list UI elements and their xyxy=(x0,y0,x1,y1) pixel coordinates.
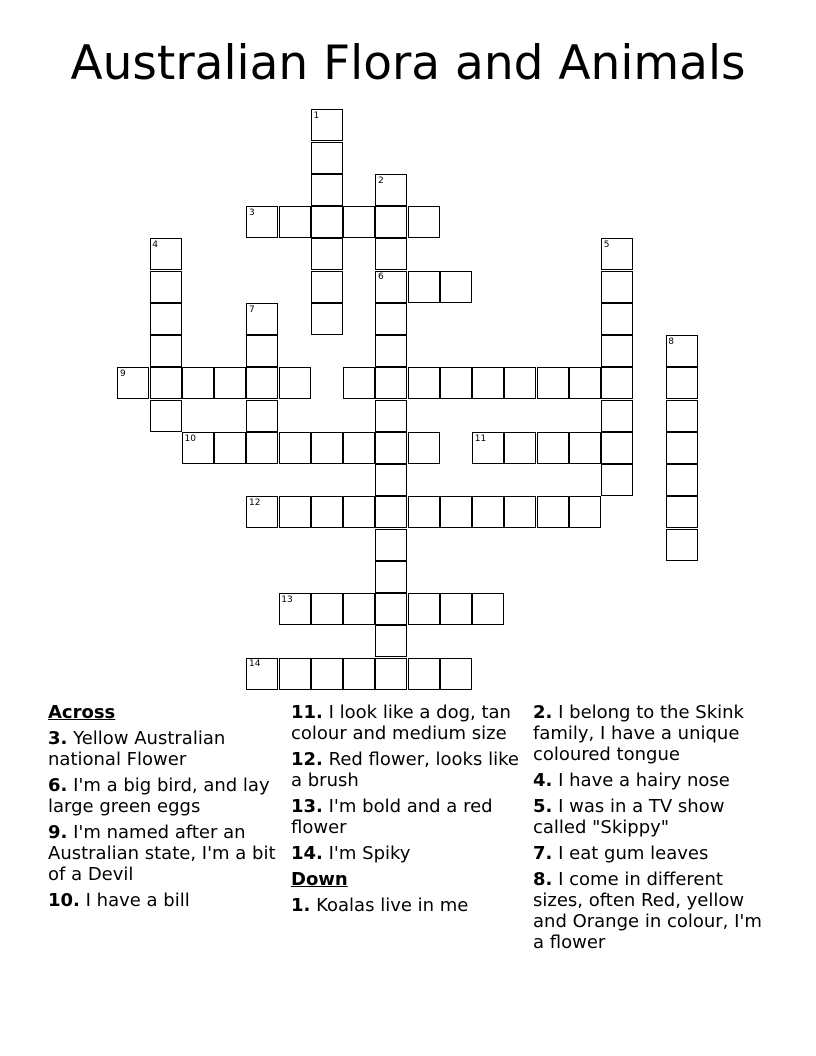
grid-cell[interactable] xyxy=(537,496,569,528)
grid-cell[interactable] xyxy=(472,496,504,528)
grid-cell[interactable] xyxy=(601,335,633,367)
grid-cell[interactable] xyxy=(246,432,278,464)
grid-cell[interactable] xyxy=(214,367,246,399)
clues-column-2 xyxy=(291,702,521,921)
grid-cell[interactable] xyxy=(440,271,472,303)
grid-cell[interactable] xyxy=(408,432,440,464)
clue-down-1 xyxy=(291,895,521,916)
grid-cell[interactable] xyxy=(311,593,343,625)
grid-cell[interactable] xyxy=(311,658,343,690)
grid-cell[interactable] xyxy=(504,432,536,464)
grid-cell[interactable] xyxy=(375,367,407,399)
clue-across-3 xyxy=(48,728,278,770)
clue-number: 7. xyxy=(533,843,553,864)
clue-number: 1. xyxy=(291,895,311,916)
grid-cell[interactable] xyxy=(408,367,440,399)
grid-cell[interactable] xyxy=(666,529,698,561)
clue-text: I'm bold and a red flower xyxy=(291,796,493,838)
grid-cell[interactable] xyxy=(279,496,311,528)
grid-cell[interactable] xyxy=(375,206,407,238)
grid-cell[interactable] xyxy=(408,271,440,303)
clue-text: I'm a big bird, and lay large green eggs xyxy=(48,775,270,817)
clue-number: 12. xyxy=(291,749,323,770)
grid-cell[interactable] xyxy=(279,367,311,399)
grid-cell[interactable] xyxy=(311,238,343,270)
clue-text: I look like a dog, tan colour and medium size xyxy=(291,702,511,744)
grid-cell[interactable] xyxy=(343,367,375,399)
cell-number-6: 6 xyxy=(378,272,384,283)
grid-cell[interactable] xyxy=(472,367,504,399)
grid-cell[interactable] xyxy=(408,496,440,528)
grid-cell[interactable] xyxy=(375,238,407,270)
grid-cell[interactable] xyxy=(375,496,407,528)
grid-cell[interactable] xyxy=(472,593,504,625)
clue-across-14 xyxy=(291,843,521,864)
grid-cell[interactable] xyxy=(666,496,698,528)
grid-cell[interactable] xyxy=(375,432,407,464)
clue-across-6 xyxy=(48,775,278,817)
grid-cell[interactable] xyxy=(440,496,472,528)
grid-cell[interactable] xyxy=(375,561,407,593)
clue-number: 4. xyxy=(533,770,553,791)
grid-cell[interactable] xyxy=(375,464,407,496)
clue-text: I was in a TV show called "Skippy" xyxy=(533,796,725,838)
grid-cell[interactable] xyxy=(311,303,343,335)
grid-cell[interactable] xyxy=(504,367,536,399)
clue-number: 13. xyxy=(291,796,323,817)
clue-across-11 xyxy=(291,702,521,744)
grid-cell[interactable] xyxy=(569,367,601,399)
clue-down-7 xyxy=(533,843,763,864)
cell-number-10: 10 xyxy=(184,433,196,444)
grid-cell[interactable] xyxy=(375,593,407,625)
grid-cell[interactable] xyxy=(311,496,343,528)
clue-text: Red flower, looks like a brush xyxy=(291,749,519,791)
grid-cell[interactable] xyxy=(311,142,343,174)
puzzle-title: Australian Flora and Animals xyxy=(70,36,746,91)
grid-cell[interactable] xyxy=(375,303,407,335)
grid-cell[interactable] xyxy=(311,271,343,303)
grid-cell[interactable] xyxy=(408,206,440,238)
grid-cell[interactable] xyxy=(375,400,407,432)
cell-number-3: 3 xyxy=(249,207,255,218)
grid-cell[interactable] xyxy=(601,271,633,303)
grid-cell[interactable] xyxy=(343,496,375,528)
grid-cell[interactable] xyxy=(375,529,407,561)
grid-cell[interactable] xyxy=(666,432,698,464)
grid-cell[interactable] xyxy=(182,367,214,399)
clues-column-1 xyxy=(48,702,278,916)
clue-across-10 xyxy=(48,890,278,911)
clue-down-4 xyxy=(533,770,763,791)
grid-cell[interactable] xyxy=(150,335,182,367)
grid-cell[interactable] xyxy=(569,496,601,528)
grid-cell[interactable] xyxy=(343,432,375,464)
grid-cell[interactable] xyxy=(311,174,343,206)
grid-cell[interactable] xyxy=(537,367,569,399)
cell-number-1: 1 xyxy=(313,111,320,121)
grid-cell[interactable] xyxy=(601,303,633,335)
clue-across-12 xyxy=(291,749,521,791)
cell-number-8: 8 xyxy=(668,336,674,347)
grid-cell[interactable] xyxy=(601,400,633,432)
clue-text: I belong to the Skink family, I have a unique coloured tongue xyxy=(533,702,744,765)
cell-number-7: 7 xyxy=(249,304,255,315)
clue-text: I eat gum leaves xyxy=(558,843,709,864)
grid-cell[interactable] xyxy=(601,464,633,496)
clue-text: I'm named after an Australian state, I'm a bit of a Devil xyxy=(48,822,276,885)
clue-text: I come in different sizes, often Red, yellow and Orange in colour, I'm a flower xyxy=(533,869,762,953)
grid-cell[interactable] xyxy=(601,432,633,464)
clue-down-8 xyxy=(533,869,763,953)
grid-cell[interactable] xyxy=(666,367,698,399)
clue-number: 2. xyxy=(533,702,553,723)
cell-number-13: 13 xyxy=(281,594,293,605)
grid-cell[interactable] xyxy=(375,335,407,367)
grid-cell[interactable] xyxy=(440,593,472,625)
cell-number-11: 11 xyxy=(474,433,487,444)
grid-cell[interactable] xyxy=(408,593,440,625)
grid-cell[interactable] xyxy=(375,625,407,657)
grid-cell[interactable] xyxy=(246,335,278,367)
clue-across-9 xyxy=(48,822,278,885)
grid-cell[interactable] xyxy=(601,367,633,399)
clue-number: 10. xyxy=(48,890,80,911)
grid-cell[interactable] xyxy=(343,206,375,238)
clue-text: Yellow Australian national Flower xyxy=(48,728,226,770)
grid-cell[interactable] xyxy=(311,432,343,464)
grid-cell[interactable] xyxy=(150,303,182,335)
grid-cell[interactable] xyxy=(537,432,569,464)
grid-cell[interactable] xyxy=(343,593,375,625)
grid-cell[interactable] xyxy=(569,432,601,464)
cell-number-4: 4 xyxy=(152,240,158,250)
clue-number: 3. xyxy=(48,728,68,749)
grid-cell[interactable] xyxy=(246,400,278,432)
clue-text: I'm Spiky xyxy=(328,843,411,864)
clue-text: Koalas live in me xyxy=(316,895,469,916)
grid-cell[interactable] xyxy=(279,432,311,464)
clue-number: 11. xyxy=(291,702,323,723)
cell-number-5: 5 xyxy=(603,240,610,250)
grid-cell[interactable] xyxy=(279,658,311,690)
clue-across-13 xyxy=(291,796,521,838)
grid-cell[interactable] xyxy=(440,367,472,399)
across-header: Across xyxy=(48,702,116,723)
clues-column-3 xyxy=(533,702,763,958)
cell-number-12: 12 xyxy=(249,498,261,508)
cell-number-2: 2 xyxy=(378,175,384,186)
grid-cell[interactable] xyxy=(666,464,698,496)
grid-cell[interactable] xyxy=(408,658,440,690)
cell-number-14: 14 xyxy=(249,659,261,670)
grid-cell[interactable] xyxy=(440,658,472,690)
clue-text: I have a bill xyxy=(85,890,190,911)
clue-down-2 xyxy=(533,702,763,765)
grid-cell[interactable] xyxy=(666,400,698,432)
grid-cell[interactable] xyxy=(343,658,375,690)
grid-cell[interactable] xyxy=(150,271,182,303)
grid-cell[interactable] xyxy=(504,496,536,528)
down-header: Down xyxy=(291,869,348,890)
grid-cell[interactable] xyxy=(375,658,407,690)
clue-number: 14. xyxy=(291,843,323,864)
clue-number: 8. xyxy=(533,869,553,890)
cell-number-9: 9 xyxy=(120,369,126,379)
grid-cell[interactable] xyxy=(279,206,311,238)
clue-text: I have a hairy nose xyxy=(558,770,730,791)
clue-number: 5. xyxy=(533,796,553,817)
grid-cell[interactable] xyxy=(214,432,246,464)
grid-cell[interactable] xyxy=(311,206,343,238)
grid-cell[interactable] xyxy=(150,367,182,399)
clue-number: 9. xyxy=(48,822,68,843)
clue-number: 6. xyxy=(48,775,68,796)
grid-cell[interactable] xyxy=(246,367,278,399)
clue-down-5 xyxy=(533,796,763,838)
grid-cell[interactable] xyxy=(150,400,182,432)
